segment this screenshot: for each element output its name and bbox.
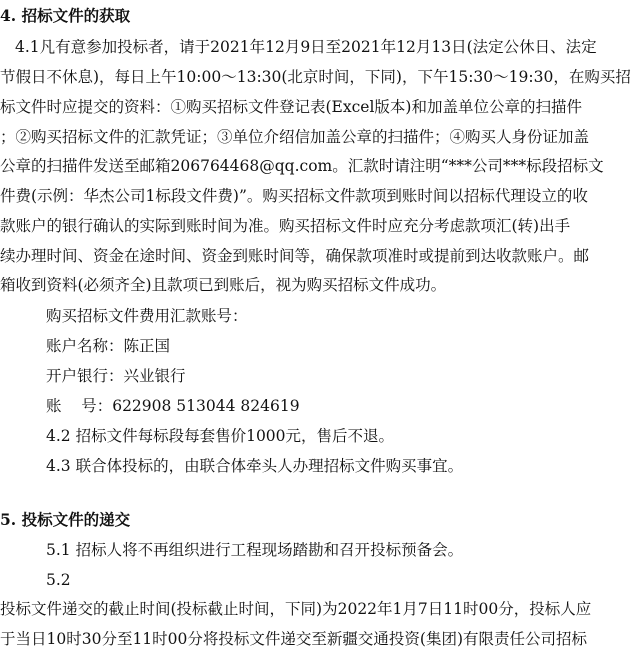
para-4-1-line: 件费(示例：华杰公司1标段文件费)”。购买招标文件款项到账时间以招标代理设立的收 [0, 187, 588, 205]
para-5-2-label: 5.2 [46, 571, 71, 589]
account-name: 账户名称：陈正国 [46, 337, 171, 355]
para-5-2-line: 于当日10时30分至11时00分将投标文件递交至新疆交通投资(集团)有限责任公司招标 [0, 630, 587, 648]
section-4-heading: 4. 招标文件的获取 [0, 6, 131, 25]
para-4-1-line: 标文件时应提交的资料：①购买招标文件登记表(Excel版本)和加盖单位公章的扫描件 [0, 98, 582, 116]
para-4-1-line: 款账户的银行确认的实际到账时间为准。购买招标文件时应充分考虑款项汇(转)出手 [0, 217, 571, 235]
para-4-1-line: 续办理时间、资金在途时间、资金到账时间等，确保款项准时或提前到达收款账户。邮 [0, 247, 590, 265]
para-4-2: 4.2 招标文件每标段每套售价1000元，售后不退。 [46, 427, 395, 445]
para-4-1-line: 4.1凡有意参加投标者，请于2021年12月9日至2021年12月13日(法定公休日、法定 [15, 38, 597, 56]
account-intro: 购买招标文件费用汇款账号： [46, 307, 248, 325]
para-4-3: 4.3 联合体投标的，由联合体牵头人办理招标文件购买事宜。 [46, 457, 464, 475]
account-bank: 开户银行：兴业银行 [46, 367, 186, 385]
para-5-2-line: 投标文件递交的截止时间(投标截止时间，下同)为2022年1月7日11时00分，投标人应 [0, 600, 592, 618]
para-4-1-line: ；②购买招标文件的汇款凭证；③单位介绍信加盖公章的扫描件；④购买人身份证加盖 [0, 128, 590, 146]
para-4-1-line: 公章的扫描件发送至邮箱206764468@qq.com。汇款时请注明“***公司***标段招标文 [0, 157, 604, 175]
account-number: 账 号：622908 513044 824619 [46, 397, 300, 415]
para-4-1-line: 节假日不休息)，每日上午10:00～13:30(北京时间，下同)，下午15:30～19:30，在购买招 [0, 68, 631, 86]
section-5-heading: 5. 投标文件的递交 [0, 510, 131, 529]
para-5-1: 5.1 招标人将不再组织进行工程现场踏勘和召开投标预备会。 [46, 541, 464, 559]
para-4-1-line: 箱收到资料(必须齐全)且款项已到账后，视为购买招标文件成功。 [0, 276, 447, 294]
